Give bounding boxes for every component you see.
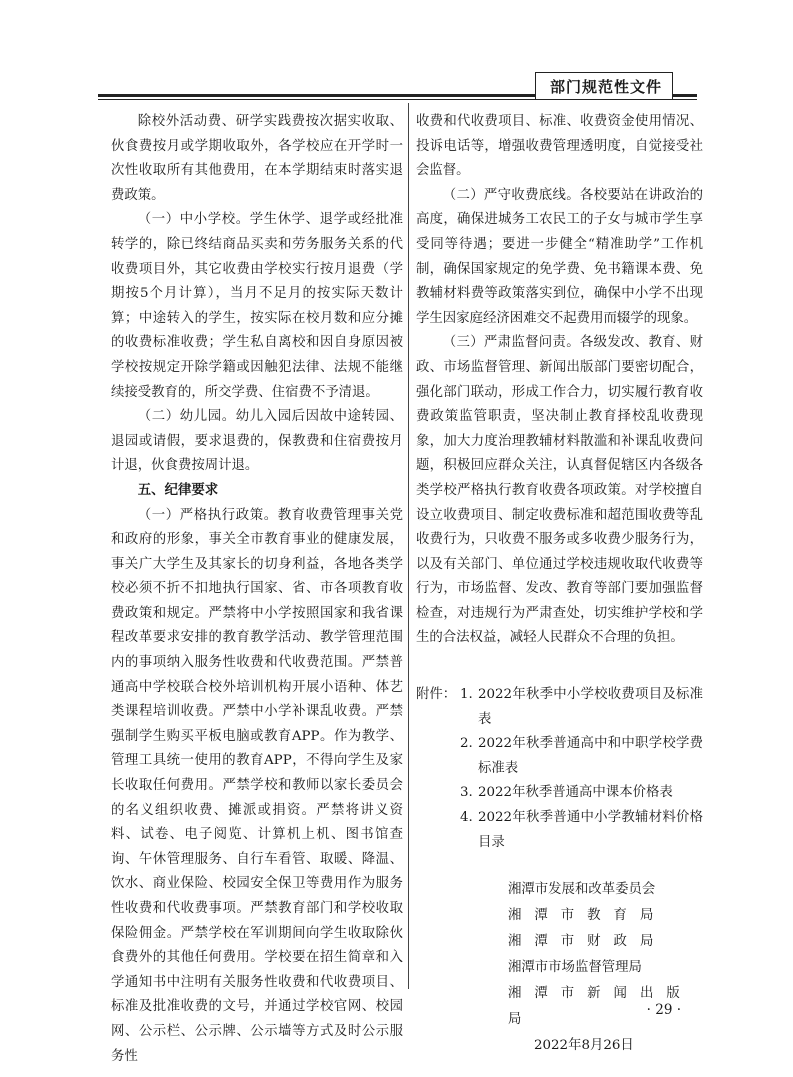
right-column [416,110,703,1059]
attachment-number: 2. [460,736,473,752]
left-column [111,110,403,1069]
paragraph: 除校外活动费、研学实践费按次据实收取、伙食费按月或学期收取外，各学校应在开学时一次性收取所有其他费用，在本学期结束时落实退费政策。 [111,114,403,203]
paragraph: （二）幼儿园。幼儿入园后因故中途转园、退园或请假，要求退费的，保教费和住宿费按月计退，伙食费按周计退。 [111,409,403,474]
paragraph: （一）中小学校。学生休学、退学或经批准转学的，除已终结商品买卖和劳务服务关系的代收费项目外，其它收费由学校实行按月退费（学期按5个月计算），当月不足月的按实际天数计算；中途转入的学生，按实际在校月数和应分摊的收费标准收费；学生私自离校和因自身原因被学校按规定开除学籍或因触犯法律、法规不能继续接受教育的，所交学费、住宿费不予清退。 [111,212,403,400]
attachment-title: 2022年秋季普通中小学教辅材料价格目录 [478,810,703,850]
attachment-number: 4. [460,810,473,826]
signoff [416,877,703,1059]
issuer: 湘潭市财政局 [508,934,667,950]
attachment-title: 2022年秋季普通高中课本价格表 [478,785,673,801]
issuer: 湘潭市发展和改革委员会 [508,882,656,898]
attachments-label: 附件： [416,687,457,703]
paragraph: （三）严肃监督问责。各级发改、教育、财政、市场监督管理、新闻出版部门要密切配合，强化部门联动，形成工作合力，切实履行教育收费政策监管职责，坚决制止教育择校乱收费现象，加大力度治理教辅材料散滥和补课乱收费问题，积极回应群众关注，认真督促辖区内各级各类学校严格执行教育收费各项政策。对学校擅自设立收费项目、制定收费标准和超范围收费等乱收费行为，只收费不服务或多收费少服务行为，以及有关部门、单位通过学校违规收取代收费等行为，市场监督、发改、教育等部门要加强监督检查，对违规行为严肃查处，切实维护学校和学生的合法权益，减轻人民群众不合理的负担。 [416,335,703,646]
section-title: 部门规范性文件 [535,72,673,100]
column-divider [408,103,409,989]
paragraph: 收费和代收费项目、标准、收费资金使用情况、投诉电话等，增强收费管理透明度，自觉接受社会监督。 [416,114,703,179]
page-number: · 29 · [646,1002,681,1018]
attachment-title: 2022年秋季中小学校收费项目及标准表 [478,687,703,727]
issue-date: 2022年8月26日 [534,1038,634,1054]
paragraph: （一）严格执行政策。教育收费管理事关党和政府的形象，事关全市教育事业的健康发展，事关广大学生及其家长的切身利益，各地各类学校必须不折不扣地执行国家、省、市各项教育收费政策和规定。严禁将中小学按照国家和我省课程改革要求安排的教育教学活动、教学管理范围内的事项纳入服务性收费和代收费范围。严禁普通高中学校联合校外培训机构开展小语种、体艺类课程培训收费。严禁中小学补课乱收费。严禁强制学生购买平板电脑或教育APP。作为教学、管理工具统一使用的教育APP，不得向学生及家长收取任何费用。严禁学校和教师以家长委员会的名义组织收费、摊派或捐资。严禁将讲义资料、试卷、电子阅览、计算机上机、图书馆查询、午休管理服务、自行车看管、取暖、降温、饮水、商业保险、校园安全保卫等费用作为服务性收费和代收费事项。严禁教育部门和学校收取保险佣金。严禁学校在军训期间向学生收取除伙食费外的其他任何费用。学校要在招生简章和入学通知书中注明有关服务性收费和代收费项目、标准及批准收费的文号，并通过学校官网、校园网、公示栏、公示牌、公示墙等方式及时公示服务性 [111,507,403,1064]
issuer: 湘潭市市场监督管理局 [508,960,642,976]
attachment-item [460,732,703,781]
attachment-item [460,683,703,732]
attachment-item [460,781,703,806]
attachment-item [460,806,703,855]
attachment-title: 2022年秋季普通高中和中职学校学费标准表 [478,736,703,776]
attachment-number: 1. [460,687,473,703]
issuer: 湘潭市新闻出版局 [508,986,693,1028]
attachment-number: 3. [460,785,473,801]
attachments [416,683,703,855]
section-heading: 五、纪律要求 [137,482,219,498]
issuer: 湘潭市教育局 [508,908,667,924]
paragraph: （二）严守收费底线。各校要站在讲政治的高度，确保进城务工农民工的子女与城市学生享受同等待遇；要进一步健全“精准助学”工作机制，确保国家规定的免学费、免书籍课本费、免教辅材料费等政策落实到位，确保中小学不出现学生因家庭经济困难交不起费用而辍学的现象。 [416,187,703,326]
